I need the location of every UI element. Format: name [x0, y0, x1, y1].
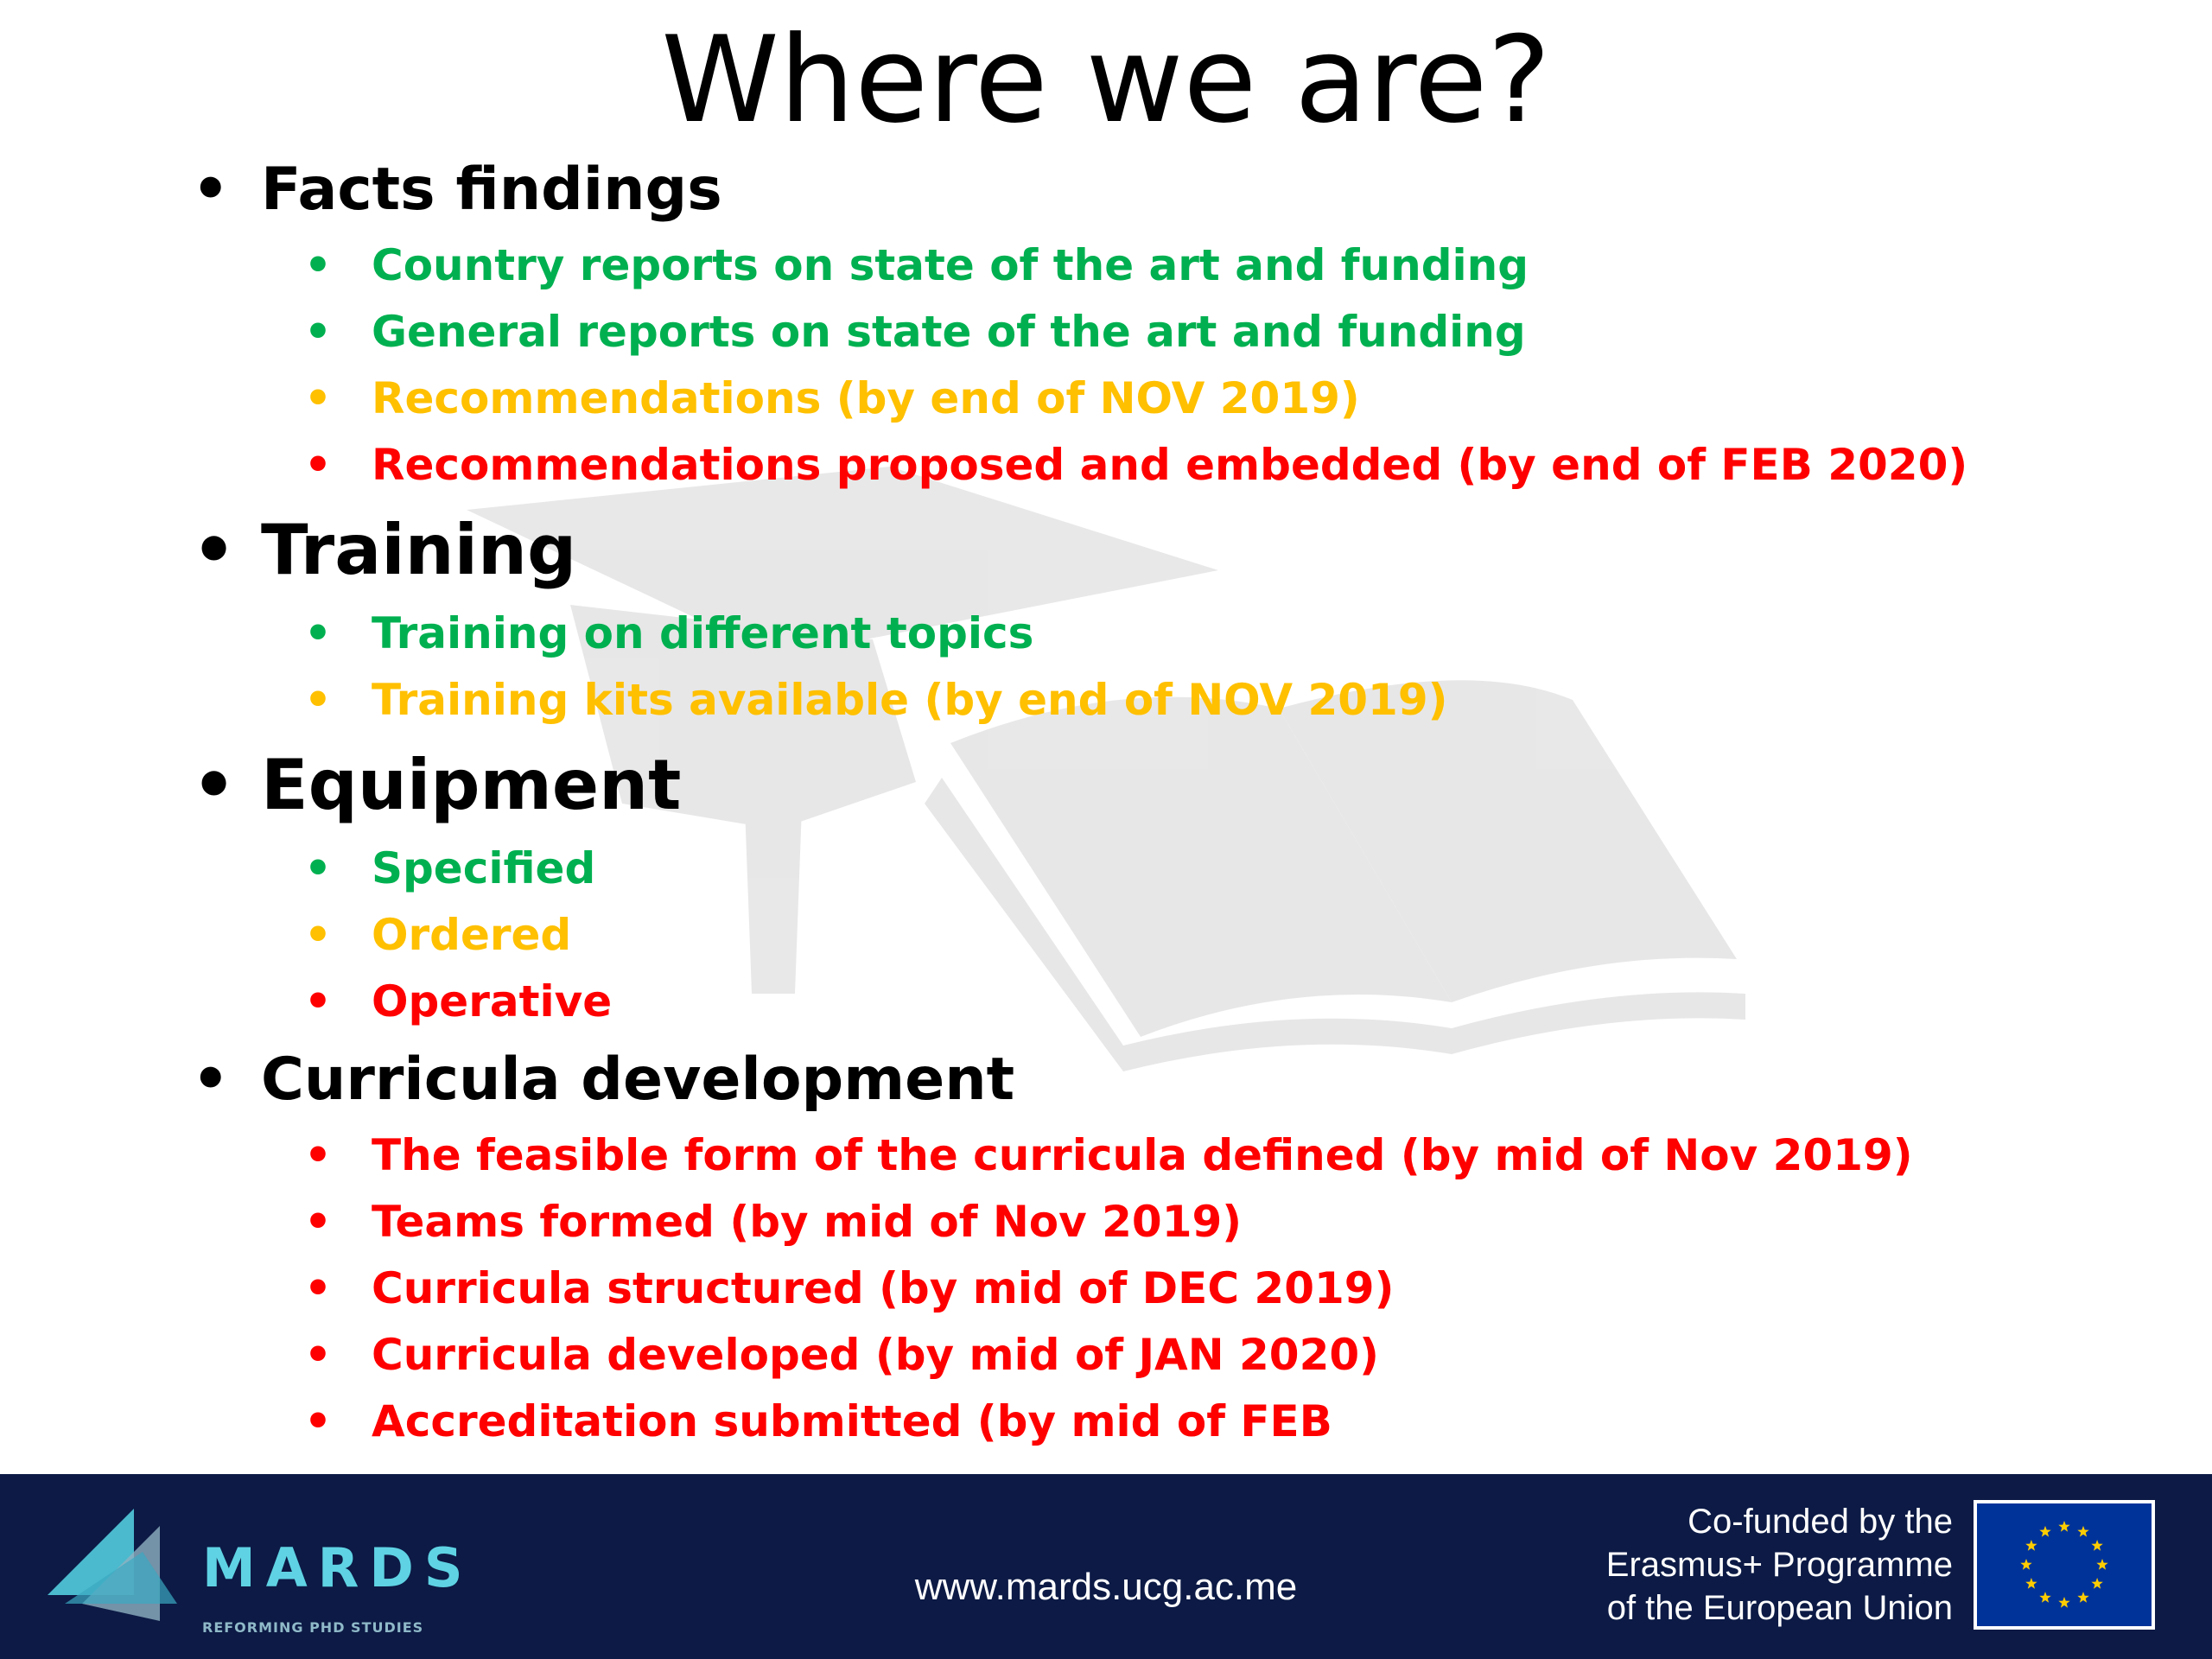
bullet: • — [192, 510, 237, 590]
cofunded-line: Erasmus+ Programme — [1605, 1546, 1953, 1584]
bullet: • — [304, 240, 332, 290]
bullet: • — [304, 373, 332, 423]
bullet: • — [304, 440, 332, 490]
bullet: • — [304, 1197, 332, 1247]
bullet: • — [192, 745, 237, 825]
bullet: • — [304, 1330, 332, 1380]
mards-logo-icon — [48, 1500, 194, 1630]
mards-logo-text: MARDS — [202, 1536, 474, 1599]
cofunded-line: of the European Union — [1606, 1589, 1953, 1627]
cofunded-line: Co-funded by the — [1688, 1503, 1953, 1541]
footer-bar — [0, 1474, 2212, 1659]
eu-flag-icon — [1974, 1500, 2155, 1630]
bullet: • — [304, 1263, 332, 1313]
bullet: • — [304, 1130, 332, 1180]
bullet: • — [192, 1046, 230, 1114]
bullet: • — [192, 156, 230, 224]
mards-tagline: REFORMING PHD STUDIES — [202, 1619, 424, 1636]
bullet: • — [304, 307, 332, 357]
bullet: • — [304, 843, 332, 893]
cofunded-text — [1606, 1500, 1953, 1630]
bullet: • — [304, 1396, 332, 1446]
bullet: • — [304, 910, 332, 960]
eu-flag-graphic — [1977, 1503, 2152, 1626]
bullet: • — [304, 608, 332, 658]
footer-url: www.mards.ucg.ac.me — [914, 1566, 1298, 1608]
bullet: • — [304, 976, 332, 1027]
bullet: • — [304, 675, 332, 725]
slide-title: Where we are? — [661, 10, 1551, 149]
status-list: • Facts findings • Country reports on state of the art and funding • General reports on state of the art and funding • Recommendations (by end of NOV 2019) • Recommendations proposed and embedded (by end of FEB 2020) • Training • Training on different topics • Training kits available (by end of NOV 2019) • Equipment • Specified • Ordered • Operative • Curricula development • The feasible form of the curricula defined (by mid of Nov 2019) • Teams formed (by mid of Nov 2019) • Curricula structured (by mid of DEC 2019) • Curricula developed (by mid of JAN 2020) • Accreditation submitted (by mid of FEB — [192, 156, 1968, 1446]
